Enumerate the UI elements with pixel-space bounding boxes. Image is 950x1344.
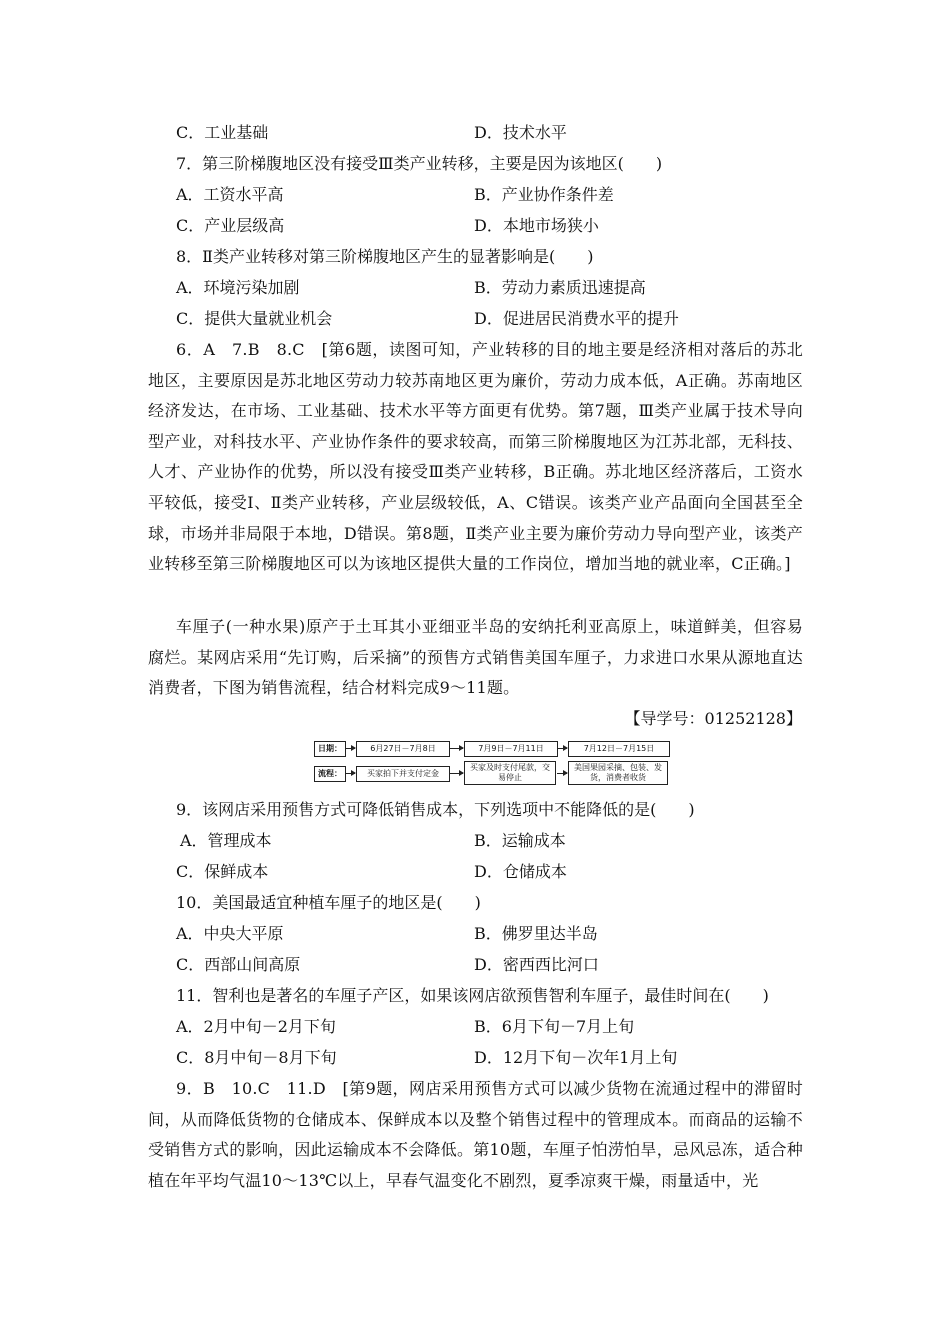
arrow	[345, 748, 355, 749]
arrow	[449, 748, 463, 749]
step-3: 美国果园采摘、包装、发货，消费者收货	[568, 761, 668, 785]
q7-stem: 7．第三阶梯腹地区没有接受Ⅲ类产业转移，主要是因为该地区( )	[176, 154, 663, 173]
q8-option-b: B．劳动力素质迅速提高	[474, 278, 646, 297]
intro-paragraph: 车厘子(一种水果)原产于土耳其小亚细亚半岛的安纳托利亚高原上，味道鲜美，但容易腐烂。某网店采用“先订购，后采摘”的预售方式销售美国车厘子，力求进口水果从源地直达消费者，下图为销售流程，结合材料完成9～11题。	[148, 617, 803, 698]
q8-stem: 8．Ⅱ类产业转移对第三阶梯腹地区产生的显著影响是( )	[176, 247, 594, 266]
arrow	[557, 748, 567, 749]
date-3: 7月12日－7月15日	[568, 741, 670, 757]
q10-option-c: C．西部山间高原	[176, 955, 301, 974]
date-2: 7月9日－7月11日	[464, 741, 558, 757]
q6-option-d: D．技术水平	[474, 123, 567, 142]
arrow	[557, 773, 567, 774]
q7-option-a: A．工资水平高	[176, 185, 284, 204]
step-1: 买家拍下并支付定金	[356, 766, 450, 782]
process-row-label: 流程：	[314, 766, 346, 782]
answer-6-8: 6．A 7.B 8.C [第6题，读图可知，产业转移的目的地主要是经济相对落后的苏北地区，主要原因是苏北地区劳动力较苏南地区更为廉价，劳动力成本低，A正确。苏南地区经济发达，在市场、工业基础、技术水平等方面更有优势。第7题，Ⅲ类产业属于技术导向型产业，对科技水平、产业协作条件的要求较高，而第三阶梯腹地区为江苏北部，无科技、人才、产业协作的优势，所以没有接受Ⅲ类产业转移，B正确。苏北地区经济落后，工资水平较低，接受Ⅰ、Ⅱ类产业转移，产业层级较低，A、C错误。该类产业产品面向全国甚至全球，市场并非局限于本地，D错误。第8题，Ⅱ类产业主要为廉价劳动力导向型产业，该类产业转移至第三阶梯腹地区可以为该地区提供大量的工作岗位，增加当地的就业率，C正确。]	[148, 340, 803, 574]
q9-stem: 9．该网店采用预售方式可降低销售成本，下列选项中不能降低的是( )	[176, 800, 695, 819]
q10-option-b: B．佛罗里达半岛	[474, 924, 598, 943]
date-row-label: 日期：	[314, 741, 346, 757]
arrow	[345, 773, 355, 774]
q6-option-c: C．工业基础	[176, 123, 269, 142]
q9-option-c: C．保鲜成本	[176, 862, 269, 881]
arrow	[449, 773, 463, 774]
q7-option-b: B．产业协作条件差	[474, 185, 614, 204]
date-1: 6月27日－7月8日	[356, 741, 450, 757]
answer-9-11: 9．B 10.C 11.D [第9题，网店采用预售方式可以减少货物在流通过程中的滞留时间，从而降低货物的仓储成本、保鲜成本以及整个销售过程中的管理成本。而商品的运输不受销售方式的影响，因此运输成本不会降低。第10题，车厘子怕涝怕旱，忌风忌冻，适合种植在年平均气温10～13℃以上，早春气温变化不剧烈，夏季凉爽干燥，雨量适中，光	[148, 1079, 803, 1190]
q10-option-d: D．密西西比河口	[474, 955, 599, 974]
q11-option-a: A．2月中旬－2月下旬	[176, 1017, 336, 1036]
q8-option-a: A．环境污染加剧	[176, 278, 300, 297]
q9-option-a: A．管理成本	[180, 831, 272, 850]
q8-option-c: C．提供大量就业机会	[176, 309, 333, 328]
q7-option-c: C．产业层级高	[176, 216, 285, 235]
q9-option-b: B．运输成本	[474, 831, 566, 850]
q11-stem: 11．智利也是著名的车厘子产区，如果该网店欲预售智利车厘子，最佳时间在( )	[176, 986, 769, 1005]
guide-number: 【导学号：01252128】	[624, 709, 802, 728]
q11-option-b: B．6月下旬－7月上旬	[474, 1017, 635, 1036]
q11-option-d: D．12月下旬－次年1月上旬	[474, 1048, 678, 1067]
q10-stem: 10．美国最适宜种植车厘子的地区是( )	[176, 893, 481, 912]
q9-option-d: D．仓储成本	[474, 862, 567, 881]
q10-option-a: A．中央大平原	[176, 924, 284, 943]
q8-option-d: D．促进居民消费水平的提升	[474, 309, 679, 328]
q7-option-d: D．本地市场狭小	[474, 216, 599, 235]
step-2: 买家及时支付尾款，交易停止	[464, 761, 556, 785]
q11-option-c: C．8月中旬－8月下旬	[176, 1048, 337, 1067]
sales-flow-diagram	[314, 739, 670, 789]
